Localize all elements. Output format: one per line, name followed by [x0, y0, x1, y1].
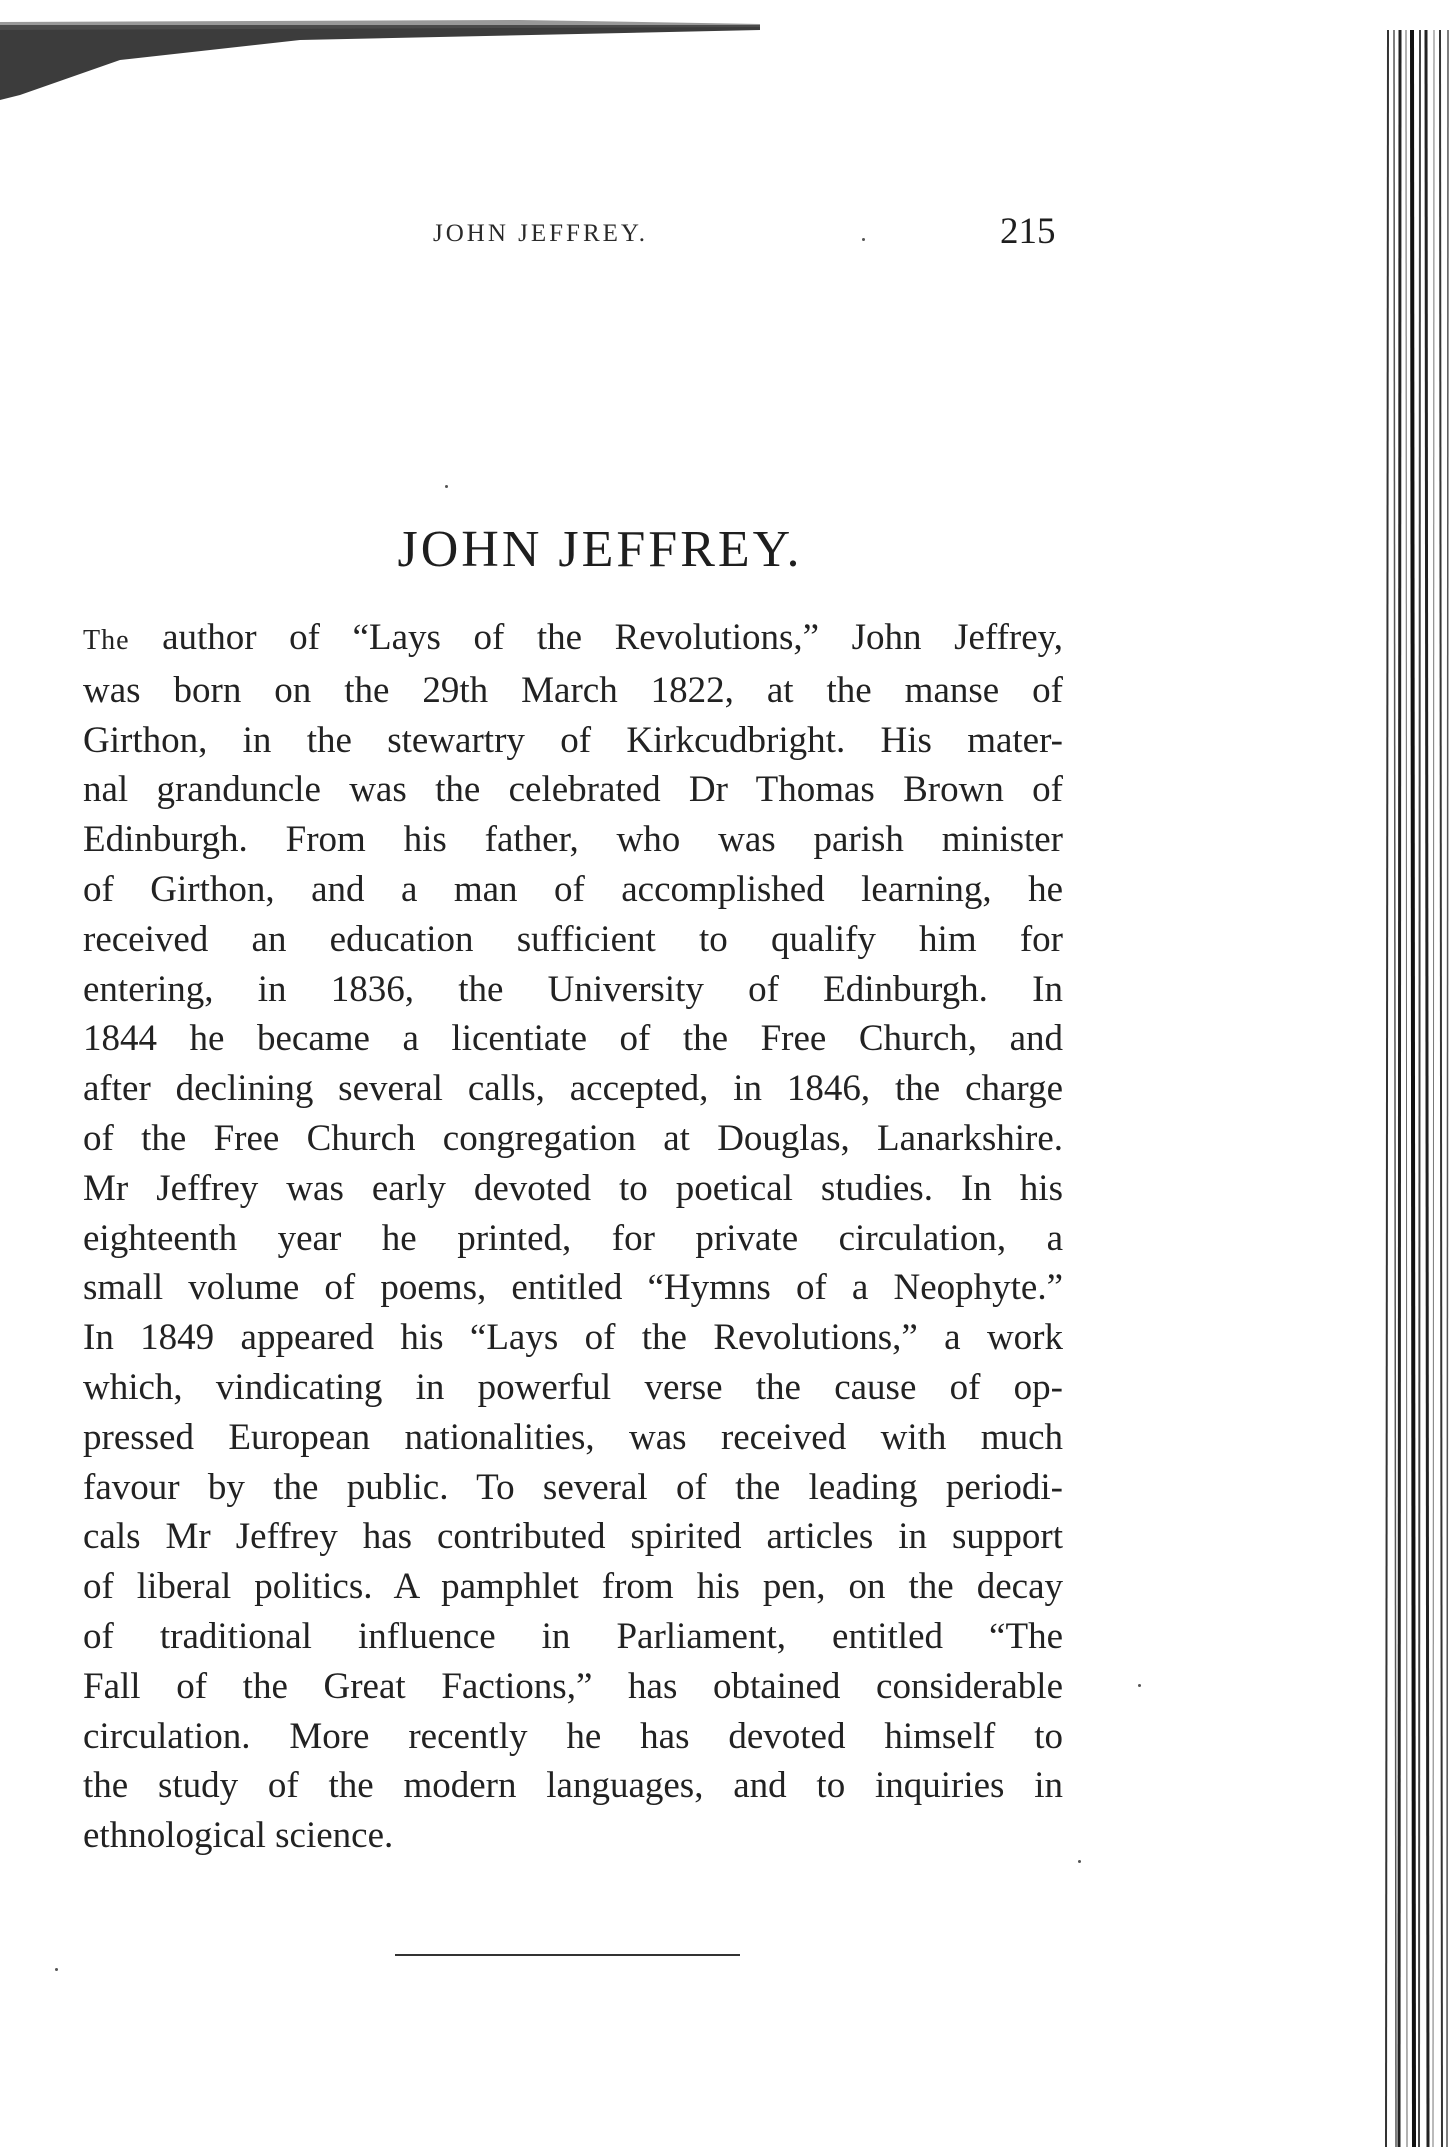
text-line: nal granduncle was the celebrated Dr Thomas Brown of [83, 769, 1063, 811]
text-line: Fall of the Great Factions,” has obtained considerable [83, 1665, 1063, 1707]
text-line: small volume of poems, entitled “Hymns of a Neophyte.” [83, 1267, 1063, 1309]
text-line: The author of “Lays of the Revolutions,” John Jeffrey, [83, 617, 1063, 658]
page-number: 215 [1000, 211, 1056, 252]
text-line: of Girthon, and a man of accomplished learning, he [83, 868, 1063, 910]
scan-speck [862, 238, 865, 241]
text-line: Edinburgh. From his father, who was parish minister [83, 819, 1063, 861]
text-line: In 1849 appeared his “Lays of the Revolutions,” a work [83, 1317, 1063, 1359]
text-line: which, vindicating in powerful verse the cause of op- [83, 1366, 1063, 1408]
running-head: JOHN JEFFREY. [433, 220, 648, 247]
chapter-title: JOHN JEFFREY. [397, 521, 803, 578]
scan-speck [55, 1968, 58, 1971]
text-line: entering, in 1836, the University of Edinburgh. In [83, 968, 1063, 1010]
text-line: circulation. More recently he has devoted himself to [83, 1715, 1063, 1757]
end-rule [395, 1954, 740, 1956]
scan-shadow-corner [0, 0, 760, 110]
text-line: eighteenth year he printed, for private circulation, a [83, 1217, 1063, 1259]
book-spine-edge [1376, 30, 1456, 2147]
drop-word: The [83, 625, 130, 656]
text-line: of liberal politics. A pamphlet from his pen, on the decay [83, 1566, 1063, 1608]
text-line: of traditional influence in Parliament, entitled “The [83, 1615, 1063, 1657]
text-line: ethnological science. [83, 1815, 394, 1857]
text-line: pressed European nationalities, was received with much [83, 1416, 1063, 1458]
scan-speck [445, 485, 448, 488]
scan-speck [1138, 1684, 1141, 1687]
text-line: received an education sufficient to qualify him for [83, 918, 1063, 960]
body-paragraph [83, 613, 1063, 1861]
text-line: favour by the public. To several of the leading periodi- [83, 1466, 1063, 1508]
text-line: of the Free Church congregation at Douglas, Lanarkshire. [83, 1117, 1063, 1159]
scan-speck [1078, 1860, 1081, 1863]
text-line: 1844 he became a licentiate of the Free Church, and [83, 1018, 1063, 1060]
text-line: was born on the 29th March 1822, at the manse of [83, 669, 1063, 711]
text-line: Mr Jeffrey was early devoted to poetical studies. In his [83, 1167, 1063, 1209]
text-line: after declining several calls, accepted, in 1846, the charge [83, 1068, 1063, 1110]
text-line: the study of the modern languages, and to inquiries in [83, 1765, 1063, 1807]
text-line: cals Mr Jeffrey has contributed spirited articles in support [83, 1516, 1063, 1558]
text-line: Girthon, in the stewartry of Kirkcudbright. His mater- [83, 719, 1063, 761]
